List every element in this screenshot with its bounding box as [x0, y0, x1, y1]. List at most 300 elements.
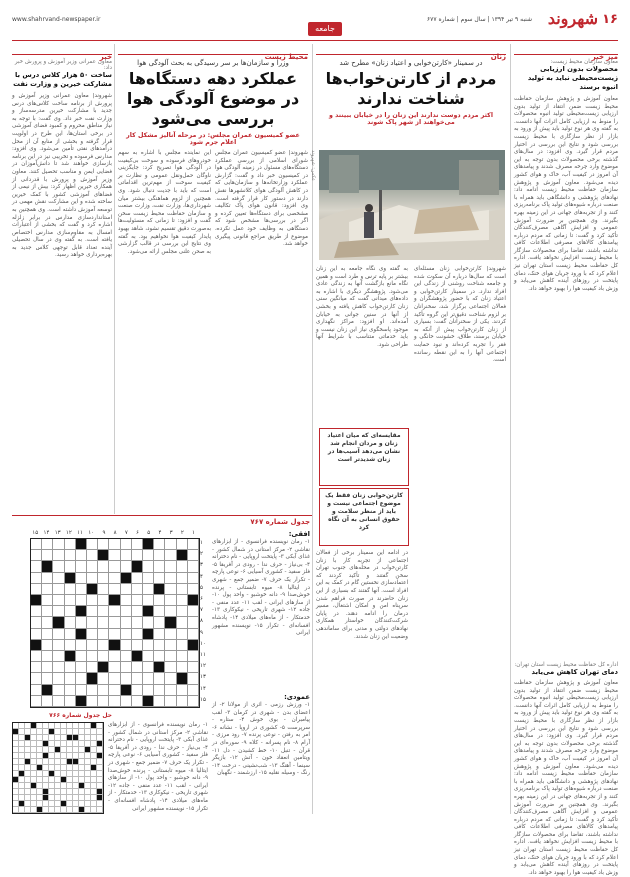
crossword-title: جدول شماره ۷۶۷	[250, 518, 310, 526]
crossword-cell[interactable]	[65, 606, 76, 617]
crossword-cell[interactable]	[87, 662, 98, 673]
crossword-cell[interactable]	[121, 673, 132, 684]
crossword-cell[interactable]	[143, 584, 154, 595]
crossword-row-number: ۱	[200, 540, 203, 546]
crossword-cell[interactable]	[65, 673, 76, 684]
crossword-cell[interactable]	[132, 584, 143, 595]
crossword-cell[interactable]	[65, 539, 76, 550]
crossword-cell[interactable]	[165, 584, 176, 595]
crossword-cell[interactable]	[121, 640, 132, 651]
crossword-block-cell	[98, 662, 109, 673]
category-header	[316, 44, 506, 61]
crossword-cell[interactable]	[143, 673, 154, 684]
article-lead: اکثر مردم دوست ندارند این زنان را در خیابان ببینند و می‌خواهند از شهر پاک شوند	[328, 112, 493, 126]
crossword-block-cell	[42, 561, 53, 572]
crossword-cell[interactable]	[98, 617, 109, 628]
category-header	[118, 44, 308, 61]
crossword-cell[interactable]	[53, 640, 64, 651]
crossword-cell[interactable]	[87, 595, 98, 606]
crossword-cell[interactable]	[87, 539, 98, 550]
crossword-cell[interactable]	[121, 662, 132, 673]
crossword-row-number: ۵	[200, 584, 203, 591]
crossword-column-number: ۱۰	[88, 530, 95, 536]
crossword-cell[interactable]	[53, 651, 64, 662]
crossword-cell[interactable]	[188, 606, 199, 617]
crossword-column-number: ۱۲	[65, 530, 72, 536]
crossword-cell[interactable]	[188, 539, 199, 550]
article-body: شهروند| معاون عمرانی وزیر آموزش و پرورش از برنامه ساخت کلاس‌های درس جدید با مشارکت خیرین مدرسه‌ساز و وزارت نفت خبر داد. وی گفت: با توجه به نیاز مناطق محروم و کمبود فضای آموزشی در برخی استان‌ها، این طرح در اولویت قرار گرفته و بخشی از منابع آن از محل درآمدهای نفتی تأمین می‌شود. وی افزود: مدارس فرسوده و تخریبی نیز در این برنامه بازسازی خواهند شد تا دانش‌آموزان در فضایی ایمن و مناسب تحصیل کنند. معاون وزیر آموزش و پرورش با قدردانی از همکاری خیرین اظهار کرد: بیش از نیمی از فضاهای آموزشی کشور با کمک خیرین ساخته شده و این مشارکت نقش مهمی در توسعه آموزش داشته است. وی همچنین به استانداردسازی مدارس در برابر زلزله اشاره کرد و گفت که بخشی از اعتبارات امسال به مقاوم‌سازی مدارس اختصاص یافته است. به گفته وی در سال تحصیلی آینده تعداد قابل توجهی کلاس جدید به بهره‌برداری خواهد رسید.	[12, 93, 112, 259]
category-label: میز خبر	[591, 53, 618, 61]
crossword-block-cell	[177, 550, 188, 561]
crossword-cell[interactable]	[132, 696, 143, 707]
crossword-cell[interactable]	[76, 550, 87, 561]
crossword-cell[interactable]	[65, 617, 76, 628]
crossword-cell[interactable]	[143, 640, 154, 651]
crossword-cell[interactable]	[132, 629, 143, 640]
crossword-cell[interactable]	[188, 573, 199, 584]
crossword-cell[interactable]	[165, 696, 176, 707]
crossword-cell[interactable]	[188, 685, 199, 696]
crossword-cell[interactable]	[31, 539, 42, 550]
crossword-block-cell	[132, 561, 143, 572]
crossword-cell[interactable]	[132, 573, 143, 584]
crossword-cell[interactable]	[143, 595, 154, 606]
crossword-cell[interactable]	[188, 550, 199, 561]
crossword-cell[interactable]	[177, 539, 188, 550]
category-header	[12, 44, 112, 61]
crossword-cell[interactable]	[65, 685, 76, 696]
column-divider	[510, 44, 511, 814]
crossword-cell[interactable]	[65, 561, 76, 572]
crossword-cell[interactable]	[65, 629, 76, 640]
crossword-column-number: ۱۴	[43, 530, 50, 536]
article-headline: مردم از کارتن‌خواب‌ها شناخت ندارند	[325, 69, 497, 108]
crossword-cell[interactable]	[188, 584, 199, 595]
crossword-cell[interactable]	[53, 662, 64, 673]
crossword-cell[interactable]	[42, 584, 53, 595]
crossword-cell[interactable]	[165, 539, 176, 550]
crossword-cell[interactable]	[87, 606, 98, 617]
crossword-column-number: ۱۵	[32, 530, 39, 536]
crossword-block-cell	[143, 696, 154, 707]
crossword-cell[interactable]	[165, 640, 176, 651]
crossword-cell[interactable]	[132, 550, 143, 561]
crossword-cell[interactable]	[132, 685, 143, 696]
crossword-block-cell	[121, 685, 132, 696]
crossword-cell[interactable]	[42, 662, 53, 673]
crossword-cell[interactable]	[87, 617, 98, 628]
crossword-cell[interactable]	[109, 561, 120, 572]
crossword-column-number: ۵	[147, 530, 151, 536]
crossword-cell[interactable]	[98, 651, 109, 662]
crossword-cell[interactable]	[31, 685, 42, 696]
horizontal-clues: ۱- رمان نویسنده فرانسوی - از ابزارهای نقاشی ۲- مرکز استانی در شمال کشور - غذای آبکی ۳- پایتخت اروپایی - نام دخترانه ۴- بی‌نیاز - حرف ندا - رودی در آفریقا ۵- فلز سفید - کشوری آسیایی ۶- نوعی پارچه - تکرار یک حرف ۷- ضمیر جمع - شهری در ایتالیا ۸- میوه تابستانی - پرنده خوش‌صدا ۹- دانه خوشبو - واحد پول ۱۰- از سازهای ایرانی - لقب ۱۱- عدد منفی - جاده ۱۲- شهری تاریخی - نیکوکاری ۱۳- خدمتکار - از ماه‌های میلادی ۱۴- پادشاه افسانه‌ای - تکرار ۱۵- نویسنده مشهور ایرانی	[212, 539, 311, 637]
crossword-row-number: ۱۵	[200, 696, 206, 703]
crossword-cell[interactable]	[121, 550, 132, 561]
crossword-row-number: ۱۲	[200, 663, 206, 670]
crossword-block-cell	[87, 584, 98, 595]
crossword-cell[interactable]	[109, 573, 120, 584]
photo-caption: عکس: شهروند	[310, 150, 316, 182]
crossword-cell[interactable]	[42, 696, 53, 707]
crossword-cell[interactable]	[188, 629, 199, 640]
article-body: معاون آموزش و پژوهش سازمان حفاظت محیط زیست ضمن انتقاد از تولید بدون ارزیابی زیست‌محیطی تولید انبوه محصولات را منوط به ارزیابی کامل اثرات آنها دانست. به گفته وی هر نوع تولید باید پیش از ورود به بازار از نظر سازگاری با محیط زیست بررسی شود و نتایج این بررسی در اختیار مردم قرار گیرد. وی افزود: در سال‌های گذشته برخی محصولات بدون توجه به این موضوع وارد چرخه مصرف شدند و پیامدهای آن امروز در کیفیت آب، خاک و هوای کشور دیده می‌شود. معاون آموزش و پژوهش سازمان حفاظت محیط زیست ادامه داد: نهادهای پژوهشی و دانشگاهی باید همراه با صنعت درباره شیوه‌های تولید پاک برنامه‌ریزی کنند و از تجربه‌های جهانی در این زمینه بهره بگیرند. وی همچنین بر ضرورت آموزش عمومی و افزایش آگاهی مصرف‌کنندگان تأکید کرد و گفت: تا زمانی که مردم درباره پیامدهای کالاهای مصرفی اطلاعات کافی نداشته باشند، تقاضا برای محصولات سازگار با محیط زیست افزایش نخواهد یافت. اداره کل حفاظت محیط زیست استان تهران نیز اعلام کرد که با ورود جریان هوای خنک، دمای پایتخت در روزهای آینده کاهش می‌یابد و وزش باد کیفیت هوا را بهبود خواهد داد.	[514, 680, 618, 876]
crossword-cell[interactable]	[121, 539, 132, 550]
crossword-cell[interactable]	[121, 584, 132, 595]
article-body: شهروند| کارتن‌خوابی زنان مسئله‌ای است که سال‌ها درباره آن سکوت شده و جامعه شناخت روشنی از زندگی این افراد ندارد. در سمینار کارتن‌خوابی و اعتیاد زنان که با حضور پژوهشگران و فعالان اجتماعی برگزار شد، سخنرانان بر لزوم شناخت دقیق‌تر این گروه تأکید کردند. یکی از سخنرانان گفت: بسیاری از زنان کارتن‌خواب پیش از آنکه به خیابان برسند، طلاق، خشونت خانگی و فقر را تجربه کرده‌اند و نبود حمایت اجتماعی آنها را به این نقطه رسانده است.	[414, 266, 506, 364]
article-body: این نماینده مجلس با اشاره به سهم خودروهای فرسوده و سوخت بی‌کیفیت در آلودگی هوا تصریح کرد: جایگزینی ناوگان حمل‌ونقل عمومی و نظارت بر کیفیت سوخت از مهم‌ترین اقداماتی است که باید با جدیت دنبال شود. وی همچنین از لزوم هماهنگی بیشتر میان شهرداری‌ها، وزارت نفت، وزارت صنعت و سازمان حفاظت محیط زیست سخن گفت و افزود: تا زمانی که مسئولیت‌ها به‌صورت دقیق تقسیم نشود، شاهد بهبود پایدار کیفیت هوا نخواهیم بود. به گفته وی نتایج این بررسی در قالب گزارشی به صحن علنی مجلس ارائه می‌شود.	[118, 150, 211, 255]
article-headline: محصولات بدون ارزیابی زیست‌محیطی نباید به تولید انبوه برسند	[527, 65, 618, 91]
crossword-rule	[12, 515, 312, 516]
crossword-cell[interactable]	[98, 640, 109, 651]
crossword-row-number: ۷	[200, 607, 203, 614]
crossword-column-number: ۱۱	[77, 530, 83, 536]
crossword-cell[interactable]	[42, 573, 53, 584]
crossword-cell[interactable]	[177, 629, 188, 640]
crossword-cell[interactable]	[53, 673, 64, 684]
crossword-cell[interactable]	[154, 685, 165, 696]
crossword-cell[interactable]	[76, 561, 87, 572]
category-label: خبر	[99, 53, 112, 61]
pull-quote	[319, 488, 409, 546]
crossword-column-number: ۳	[169, 530, 173, 536]
crossword-cell[interactable]	[31, 573, 42, 584]
crossword-cell[interactable]	[109, 550, 120, 561]
crossword-cell[interactable]	[42, 617, 53, 628]
crossword-cell[interactable]	[177, 617, 188, 628]
page-number: ۱۶	[602, 12, 618, 27]
crossword-cell[interactable]	[177, 561, 188, 572]
crossword-cell[interactable]	[87, 629, 98, 640]
crossword-column-number: ۹	[102, 530, 106, 536]
crossword-cell[interactable]	[98, 629, 109, 640]
crossword-cell[interactable]	[53, 629, 64, 640]
crossword-cell[interactable]	[143, 573, 154, 584]
crossword-cell[interactable]	[53, 696, 64, 707]
crossword-cell[interactable]	[143, 550, 154, 561]
crossword-cell[interactable]	[143, 685, 154, 696]
crossword-column-number: ۷	[124, 530, 128, 536]
crossword-cell[interactable]	[109, 539, 120, 550]
crossword-cell[interactable]	[53, 584, 64, 595]
crossword-row-number: ۸	[200, 618, 203, 625]
crossword-cell[interactable]	[65, 662, 76, 673]
crossword-row-number: ۳	[200, 562, 203, 569]
crossword-block-cell	[76, 539, 87, 550]
crossword-cell[interactable]	[53, 550, 64, 561]
crossword-cell[interactable]	[31, 606, 42, 617]
date-line: شنبه ۹ تیر ۱۳۹۴ | سال سوم | شماره ۶۷۷	[426, 16, 532, 23]
crossword-row-number: ۲	[200, 551, 203, 558]
crossword-block-cell	[154, 662, 165, 673]
crossword-cell[interactable]	[154, 550, 165, 561]
crossword-clues	[212, 530, 310, 810]
crossword-cell[interactable]	[132, 662, 143, 673]
street-scene-image	[319, 150, 505, 260]
crossword-cell[interactable]	[177, 662, 188, 673]
vertical-clues-title: عمودی:	[284, 693, 310, 701]
crossword-cell[interactable]	[154, 561, 165, 572]
crossword-cell[interactable]	[87, 640, 98, 651]
crossword-cell[interactable]	[165, 550, 176, 561]
crossword-cell[interactable]	[177, 651, 188, 662]
crossword-cell[interactable]	[188, 617, 199, 628]
solution-grid	[12, 722, 104, 814]
crossword-cell[interactable]	[76, 617, 87, 628]
crossword-cell[interactable]	[31, 696, 42, 707]
crossword-cell[interactable]	[188, 662, 199, 673]
crossword-cell[interactable]	[109, 617, 120, 628]
crossword-cell[interactable]	[109, 651, 120, 662]
crossword-cell[interactable]	[177, 595, 188, 606]
crossword-cell[interactable]	[109, 685, 120, 696]
crossword-cell[interactable]	[87, 651, 98, 662]
crossword-cell[interactable]	[87, 696, 98, 707]
crossword-block-cell	[53, 617, 64, 628]
crossword-cell[interactable]	[98, 539, 109, 550]
crossword-cell[interactable]	[65, 584, 76, 595]
crossword-block-cell	[65, 651, 76, 662]
crossword-block-cell	[143, 606, 154, 617]
article-body: در ادامه این سمینار برخی از فعالان اجتماعی از تجربه کار با زنان کارتن‌خواب در محله‌های جنوب تهران سخن گفتند و تأکید کردند که اعتماد‌سازی نخستین گام در کمک به این افراد است. آنها گفتند که بسیاری از این زنان حاضرند در صورت فراهم شدن سرپناه امن و امکان اشتغال، مسیر درمان را ادامه دهند. در پایان شرکت‌کنندگان خواستار همکاری نهادهای دولتی و مدنی برای ساماندهی وضعیت این زنان شدند.	[316, 550, 408, 640]
crossword-cell[interactable]	[177, 584, 188, 595]
crossword-cell[interactable]	[65, 550, 76, 561]
solution-cell	[97, 807, 103, 813]
crossword-cell[interactable]	[154, 629, 165, 640]
crossword-cell[interactable]	[31, 629, 42, 640]
crossword-cell[interactable]	[154, 573, 165, 584]
pull-quote-text: کارتن‌خوابی زنان فقط یک موضوع اجتماعی نیست و باید از منظر سلامت و حقوق انسانی به آن نگاه کرد	[325, 492, 403, 531]
crossword-cell[interactable]	[31, 651, 42, 662]
crossword-column-number: ۱	[192, 530, 195, 536]
crossword-block-cell	[165, 617, 176, 628]
crossword-cell[interactable]	[132, 606, 143, 617]
crossword-cell[interactable]	[154, 595, 165, 606]
category-label: زنان	[490, 53, 506, 61]
crossword-cell[interactable]	[154, 539, 165, 550]
vertical-clues: ۱- ورزش رزمی - اثری از مولانا ۲- از اعضای بدن - شهری در کرمان ۳- لقب پیامبران - بوی خوش ۴- ستاره - سرپرست ۵- کشوری در اروپا - نشانه ۶- امر به رفتن - نوعی پرنده ۷- رود مرزی - آرام ۸- نام پسرانه - کلاه ۹- سوره‌ای در قرآن - تنبل ۱۰- خط کشیدن - دل ۱۱- ویتامین انعقاد خون - آتش ۱۲- بازیگر سینما - آهنگ ۱۳- شب‌نشینی - درخت ۱۴- رنگ - وسیله نقلیه ۱۵- ارزشمند - نگهبان	[212, 702, 311, 777]
crossword-row-number: ۱۳	[200, 674, 206, 681]
crossword-cell[interactable]	[121, 651, 132, 662]
crossword-cell[interactable]	[76, 595, 87, 606]
article-kicker: اداره کل حفاظت محیط زیست استان تهران:	[514, 662, 618, 668]
crossword-cell[interactable]	[98, 584, 109, 595]
article-headline: ساخت ۵۰ هزار کلاس درس با مشارکت خیرین و وزارت نفت	[13, 71, 112, 88]
crossword-column-number: ۱۳	[54, 530, 61, 536]
crossword-cell[interactable]	[165, 573, 176, 584]
crossword-cell[interactable]	[188, 651, 199, 662]
crossword-cell[interactable]	[31, 561, 42, 572]
crossword-cell[interactable]	[98, 573, 109, 584]
article-lead: عضو کمیسیون عمران مجلس: در مرحله آنالیز مشکل کار اعلام جرم شود	[126, 132, 300, 146]
crossword-cell[interactable]	[98, 606, 109, 617]
crossword-block-cell	[121, 573, 132, 584]
crossword-block-cell	[109, 595, 120, 606]
crossword-cell[interactable]	[165, 629, 176, 640]
crossword-cell[interactable]	[42, 629, 53, 640]
crossword-cell[interactable]	[188, 561, 199, 572]
crossword-cell[interactable]	[165, 595, 176, 606]
crossword-cell[interactable]	[177, 606, 188, 617]
right-column	[514, 44, 618, 876]
article-body: به گفته وی نگاه جامعه به این زنان بیشتر بر پایه ترس و طرد است و همین نگاه مانع بازگشت آنها به زندگی عادی می‌شود. پژوهشگر دیگری با اشاره به داده‌های میدانی گفت که میانگین سنی زنان کارتن‌خواب کاهش یافته و بخشی از آنها در سنین جوانی به خیابان آمده‌اند. او افزود: مراکز نگهداری موجود پاسخگوی نیاز این زنان نیست و باید خدماتی متناسب با شرایط آنها طراحی شود.	[316, 266, 408, 348]
crossword-cell[interactable]	[65, 696, 76, 707]
crossword-grid[interactable]	[30, 538, 200, 708]
crossword-cell[interactable]	[98, 696, 109, 707]
crossword-cell[interactable]	[76, 662, 87, 673]
article-body: شهروند| عضو کمیسیون عمران مجلس شورای اسلامی از بررسی عملکرد دستگاه‌های مسئول در زمینه آلودگی هوا در کمیسیون خبر داد و گفت: گزارش عملکرد وزارتخانه‌ها و سازمان‌هایی که در کاهش آلودگی هوای کلانشهرها نقش دارند در دستور کار قرار گرفته است. وی افزود: قانون هوای پاک تکالیف مشخصی برای دستگاه‌ها تعیین کرده و اگر در بررسی‌ها مشخص شود که دستگاهی به وظایف خود عمل نکرده، موضوع از طریق مراجع قانونی پیگیری خواهد شد.	[215, 150, 308, 248]
column-divider	[114, 44, 115, 514]
article-kicker: معاون عمرانی وزیر آموزش و پرورش خبر داد:	[14, 59, 112, 71]
crossword-block-cell	[188, 595, 199, 606]
crossword-cell[interactable]	[87, 685, 98, 696]
crossword-cell[interactable]	[42, 673, 53, 684]
crossword-block-cell	[132, 651, 143, 662]
article-headline: عملکرد دهه دستگاه‌ها در موضوع آلودگی هوا بررسی می‌شود	[126, 69, 300, 128]
crossword-cell[interactable]	[165, 606, 176, 617]
crossword-cell[interactable]	[121, 629, 132, 640]
crossword-cell[interactable]	[53, 561, 64, 572]
crossword-cell[interactable]	[143, 662, 154, 673]
crossword-cell[interactable]	[143, 617, 154, 628]
article-kicker: معاون سازمان محیط زیست:	[550, 59, 618, 65]
crossword-cell[interactable]	[143, 651, 154, 662]
crossword-cell[interactable]	[165, 685, 176, 696]
crossword-cell[interactable]	[53, 539, 64, 550]
crossword-cell[interactable]	[121, 595, 132, 606]
crossword-column-number: ۸	[113, 530, 117, 536]
header-rule	[12, 40, 618, 41]
crossword-cell[interactable]	[31, 550, 42, 561]
crossword-cell[interactable]	[98, 685, 109, 696]
crossword-cell[interactable]	[154, 696, 165, 707]
crossword-row-number: ۶	[200, 596, 203, 602]
crossword-cell[interactable]	[53, 595, 64, 606]
crossword-cell[interactable]	[65, 595, 76, 606]
crossword-cell[interactable]	[109, 584, 120, 595]
crossword-column-numbers	[30, 530, 198, 538]
crossword-block-cell	[143, 629, 154, 640]
crossword-block-cell	[154, 584, 165, 595]
crossword-cell[interactable]	[177, 696, 188, 707]
crossword-cell[interactable]	[87, 573, 98, 584]
solution-title: حل جدول شماره ۷۶۶	[49, 712, 112, 719]
crossword-row-number: ۴	[200, 573, 203, 580]
crossword-cell[interactable]	[132, 539, 143, 550]
crossword-cell[interactable]	[53, 606, 64, 617]
crossword-block-cell	[109, 640, 120, 651]
crossword-cell[interactable]	[177, 573, 188, 584]
article-kicker: در سمینار «کارتن‌خوابی و اعتیاد زنان» مطرح شد	[339, 59, 483, 67]
crossword-cell[interactable]	[154, 606, 165, 617]
crossword-cell[interactable]	[121, 617, 132, 628]
crossword-cell[interactable]	[132, 673, 143, 684]
crossword-cell[interactable]	[87, 561, 98, 572]
crossword-block-cell	[76, 629, 87, 640]
crossword-cell[interactable]	[42, 651, 53, 662]
crossword-cell[interactable]	[143, 561, 154, 572]
crossword-cell[interactable]	[76, 673, 87, 684]
crossword-cell[interactable]	[121, 606, 132, 617]
crossword-cell[interactable]	[177, 640, 188, 651]
crossword-block-cell	[87, 673, 98, 684]
crossword-block-cell	[65, 573, 76, 584]
crossword-cell[interactable]	[76, 573, 87, 584]
crossword-block-cell	[76, 696, 87, 707]
crossword-cell[interactable]	[109, 696, 120, 707]
crossword-cell[interactable]	[154, 673, 165, 684]
crossword-solution-words: ۱- رمان نویسنده فرانسوی - از ابزارهای نقاشی ۲- مرکز استانی در شمال کشور - غذای آبکی ۳- پایتخت اروپایی - نام دخترانه ۴- بی‌نیاز - حرف ندا - رودی در آفریقا ۵- فلز سفید - کشوری آسیایی ۶- نوعی پارچه - تکرار یک حرف ۷- ضمیر جمع - شهری در ایتالیا ۸- میوه تابستانی - پرنده خوش‌صدا ۹- دانه خوشبو - واحد پول ۱۰- از سازهای ایرانی - لقب ۱۱- عدد منفی - جاده ۱۲- شهری تاریخی - نیکوکاری ۱۳- خدمتکار - از ماه‌های میلادی ۱۴- پادشاه افسانه‌ای - تکرار ۱۵- نویسنده مشهور ایرانی	[108, 722, 209, 812]
crossword-cell[interactable]	[165, 561, 176, 572]
crossword-cell[interactable]	[154, 640, 165, 651]
crossword-row-number: ۱۰	[200, 640, 206, 647]
crossword-cell[interactable]	[31, 673, 42, 684]
crossword-cell[interactable]	[132, 640, 143, 651]
crossword-cell[interactable]	[188, 696, 199, 707]
horizontal-clues-title: افقی:	[288, 530, 310, 538]
crossword-block-cell	[177, 673, 188, 684]
crossword-cell[interactable]	[132, 595, 143, 606]
crossword-cell[interactable]	[76, 584, 87, 595]
crossword-cell[interactable]	[65, 640, 76, 651]
crossword-cell[interactable]	[132, 617, 143, 628]
crossword-cell[interactable]	[42, 595, 53, 606]
crossword-block-cell	[31, 640, 42, 651]
crossword-column-number: ۶	[136, 530, 139, 536]
crossword-block-cell	[76, 606, 87, 617]
crossword-cell[interactable]	[109, 629, 120, 640]
crossword-cell[interactable]	[121, 696, 132, 707]
crossword-cell[interactable]	[154, 651, 165, 662]
crossword-cell[interactable]	[31, 617, 42, 628]
crossword-cell[interactable]	[31, 662, 42, 673]
crossword-cell[interactable]	[42, 640, 53, 651]
crossword-cell[interactable]	[165, 651, 176, 662]
crossword-cell[interactable]	[165, 673, 176, 684]
crossword-cell[interactable]	[154, 617, 165, 628]
crossword-row-number: ۱۴	[200, 685, 206, 692]
crossword-cell[interactable]	[98, 561, 109, 572]
crossword-cell[interactable]	[121, 561, 132, 572]
masthead	[12, 8, 618, 36]
crossword-cell[interactable]	[42, 539, 53, 550]
crossword-cell[interactable]	[177, 685, 188, 696]
crossword-block-cell	[31, 595, 42, 606]
crossword-cell[interactable]	[109, 662, 120, 673]
crossword-column-number: ۲	[180, 530, 184, 536]
article-body: معاون آموزش و پژوهش سازمان حفاظت محیط زیست ضمن انتقاد از تولید بدون ارزیابی زیست‌محیطی تولید انبوه محصولات را منوط به ارزیابی کامل اثرات آنها دانست. به گفته وی هر نوع تولید باید پیش از ورود به بازار از نظر سازگاری با محیط زیست بررسی شود و نتایج این بررسی در اختیار مردم قرار گیرد. وی افزود: در سال‌های گذشته برخی محصولات بدون توجه به این موضوع وارد چرخه مصرف شدند و پیامدهای آن امروز در کیفیت آب، خاک و هوای کشور دیده می‌شود. معاون آموزش و پژوهش سازمان حفاظت محیط زیست ادامه داد: نهادهای پژوهشی و دانشگاهی باید همراه با صنعت درباره شیوه‌های تولید پاک برنامه‌ریزی کنند و از تجربه‌های جهانی در این زمینه بهره بگیرند. وی همچنین بر ضرورت آموزش عمومی و افزایش آگاهی مصرف‌کنندگان تأکید کرد و گفت: تا زمانی که مردم درباره پیامدهای کالاهای مصرفی اطلاعات کافی نداشته باشند، تقاضا برای محصولات سازگار با محیط زیست افزایش نخواهد یافت. اداره کل حفاظت محیط زیست استان تهران نیز اعلام کرد که با ورود جریان هوای خنک، دمای پایتخت در روزهای آینده کاهش می‌یابد و وزش باد کیفیت هوا را بهبود خواهد داد.	[514, 96, 618, 292]
crossword-cell[interactable]	[31, 584, 42, 595]
crossword-cell[interactable]	[53, 685, 64, 696]
crossword-cell[interactable]	[42, 606, 53, 617]
crossword-cell[interactable]	[76, 640, 87, 651]
crossword-cell[interactable]	[87, 550, 98, 561]
crossword-cell[interactable]	[98, 595, 109, 606]
crossword-cell[interactable]	[42, 550, 53, 561]
website-url[interactable]: www.shahrvand-newspaper.ir	[12, 16, 101, 23]
pull-quote-text: مقایسه‌ای که میان اعتیاد زنان و مردان انجام شد نشان می‌دهد آسیب‌ها در زنان شدیدتر است	[327, 432, 401, 463]
crossword-cell[interactable]	[109, 606, 120, 617]
crossword-cell[interactable]	[109, 673, 120, 684]
crossword-cell[interactable]	[76, 685, 87, 696]
crossword-cell[interactable]	[53, 573, 64, 584]
crossword-column-number: ۴	[158, 530, 162, 536]
crossword-cell[interactable]	[165, 662, 176, 673]
article-kicker: وزرا و سازمان‌ها بر سر رسیدگی به بحث آلودگی هوا	[137, 59, 289, 67]
crossword-cell[interactable]	[76, 651, 87, 662]
crossword-cell[interactable]	[188, 673, 199, 684]
crossword-cell[interactable]	[98, 673, 109, 684]
